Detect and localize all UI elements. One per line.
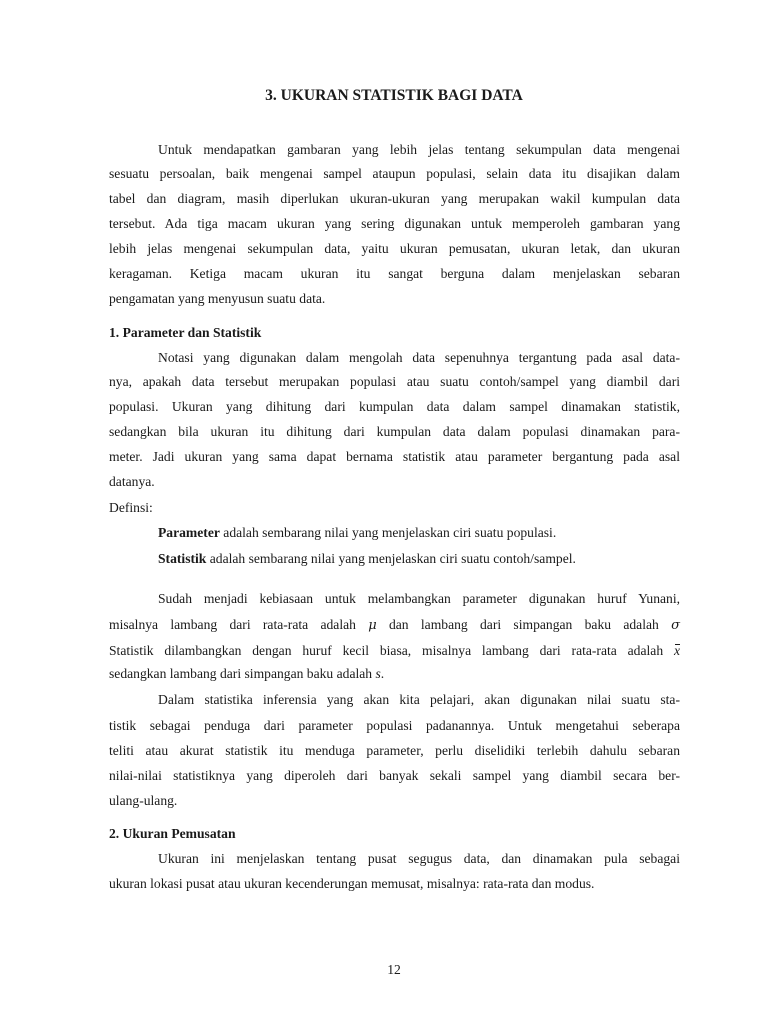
section2-para1-line: Ukuran ini menjelaskan tentang pusat segugus data, dan dinamakan pula sebagai — [158, 851, 680, 866]
section-heading-ukuran-pemusatan: 2. Ukuran Pemusatan — [109, 826, 236, 841]
s-symbol: s — [375, 666, 381, 681]
page-number: 12 — [387, 962, 401, 977]
section1-para1-line: populasi. Ukuran yang dihitung dari kumpulan data dalam sampel dinamakan statistik, — [109, 399, 680, 414]
intro-line: Untuk mendapatkan gambaran yang lebih jelas tentang sekumpulan data mengenai — [158, 142, 680, 157]
section1-para1-line: sedangkan bila ukuran itu dihitung dari kumpulan data dalam populasi dinamakan para- — [109, 424, 680, 439]
section1-para3-line: Dalam statistika inferensia yang akan kita pelajari, akan digunakan nilai suatu sta- — [158, 692, 680, 707]
section1-para2-line — [109, 643, 680, 659]
definition-parameter — [158, 525, 556, 541]
text-segment: misalnya lambang dari rata-rata adalah — [109, 617, 369, 632]
section1-para2-line — [109, 666, 384, 682]
section1-para2-line: Sudah menjadi kebiasaan untuk melambangkan parameter digunakan huruf Yunani, — [158, 591, 680, 606]
chapter-title: 3. UKURAN STATISTIK BAGI DATA — [265, 87, 523, 104]
intro-line: keragaman. Ketiga macam ukuran itu sangat berguna dalam menjelaskan sebaran — [109, 266, 680, 281]
definition-statistik — [158, 551, 576, 567]
section1-para2-line — [109, 617, 680, 634]
mu-symbol: μ — [368, 618, 377, 633]
definition-label: Definsi: — [109, 500, 153, 515]
xbar-symbol: x — [673, 643, 680, 658]
section1-para3-line: tistik sebagai penduga dari parameter populasi padanannya. Untuk mengetahui seberapa — [109, 718, 680, 733]
section1-para3-line: teliti atau akurat statistik itu menduga parameter, perlu diselidiki terlebih dahulu sebaran — [109, 743, 680, 758]
definition-parameter-text: adalah sembarang nilai yang menjelaskan ciri suatu populasi. — [219, 525, 557, 540]
section1-para1-line: nya, apakah data tersebut merupakan populasi atau suatu contoh/sampel yang diambil dari — [109, 374, 680, 389]
definition-statistik-term: Statistik — [158, 551, 207, 566]
section-heading-parameter-statistik: 1. Parameter dan Statistik — [109, 325, 262, 340]
section1-para3-line: ulang-ulang. — [109, 793, 178, 808]
definition-statistik-text: adalah sembarang nilai yang menjelaskan ciri suatu contoh/sampel. — [206, 551, 576, 566]
intro-line: lebih jelas mengenai sekumpulan data, yaitu ukuran pemusatan, ukuran letak, dan ukuran — [109, 241, 680, 256]
sigma-symbol: σ — [671, 618, 680, 633]
section2-para1-line: ukuran lokasi pusat atau ukuran kecenderungan memusat, misalnya: rata-rata dan modus. — [109, 876, 595, 891]
intro-line: tersebut. Ada tiga macam ukuran yang sering digunakan untuk memperoleh gambaran yang — [109, 216, 680, 231]
intro-line: sesuatu persoalan, baik mengenai sampel ataupun populasi, selain data itu disajikan dalam — [109, 166, 680, 181]
text-segment: sedangkan lambang dari simpangan baku adalah — [109, 666, 376, 681]
section1-para1-line: Notasi yang digunakan dalam mengolah data sepenuhnya tergantung pada asal data- — [158, 350, 680, 365]
definition-parameter-term: Parameter — [158, 525, 220, 540]
section1-para1-line: datanya. — [109, 474, 155, 489]
section1-para1-line: meter. Jadi ukuran yang sama dapat bernama statistik atau parameter bergantung pada asal — [109, 449, 680, 464]
text-segment: . — [380, 666, 385, 681]
section1-para3-line: nilai-nilai statistiknya yang diperoleh dari banyak sekali sampel yang diambil secara ber- — [109, 768, 680, 783]
intro-line: pengamatan yang menyusun suatu data. — [109, 291, 326, 306]
text-segment: Statistik dilambangkan dengan huruf kecil biasa, misalnya lambang dari rata-rata adalah — [109, 643, 674, 658]
text-segment: dan lambang dari simpangan baku adalah — [376, 617, 672, 632]
intro-line: tabel dan diagram, masih diperlukan ukuran-ukuran yang merupakan wakil kumpulan data — [109, 191, 680, 206]
